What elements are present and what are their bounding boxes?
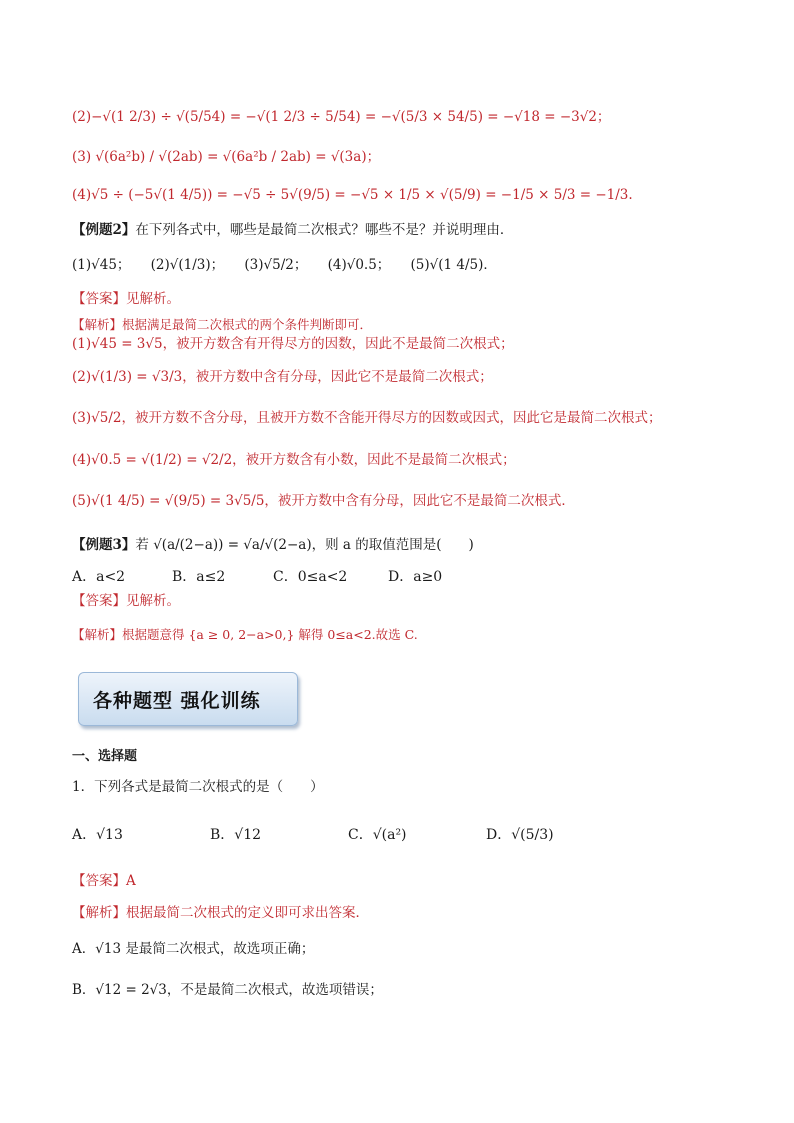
example-3-analysis: 【解析】根据题意得 {a ≥ 0, 2−a>0,} 解得 0≤a<2.故选 C. (72, 627, 418, 642)
example-2-analysis: 【解析】根据满足最简二次根式的两个条件判断即可． (72, 317, 373, 332)
question-1-answer: 【答案】A (72, 873, 136, 889)
example-2-step-2: (2)√(1/3) = √3/3，被开方数中含有分母，因此它不是最简二次根式； (72, 369, 493, 385)
question-1-step-a: A．√13 是最简二次根式，故选项正确； (72, 941, 315, 957)
example-2-step-5: (5)√(1 4/5) = √(9/5) = 3√5/5，被开方数中含有分母，因此它不是最简二次根式． (72, 493, 575, 509)
question-1-option-a: A．√13 (72, 827, 123, 843)
example-3-option-c: C．0≤a<2 (273, 569, 348, 585)
worked-solution-3: (3) √(6a²b) / √(2ab) = √(6a²b / 2ab) = √(3a)； (72, 149, 381, 165)
example-3-label: 【例题3】 (72, 537, 136, 553)
section-banner (78, 672, 298, 726)
example-3-option-b: B．a≤2 (172, 569, 226, 585)
example-3-question (72, 536, 474, 554)
example-2-step-1: (1)√45 = 3√5，被开方数含有开得尽方的因数，因此不是最简二次根式； (72, 336, 514, 352)
example-3-answer: 【答案】见解析。 (72, 593, 180, 609)
example-3-option-d: D．a≥0 (388, 569, 443, 585)
example-3-text: 若 √(a/(2−a)) = √a/√(2−a)，则 a 的取值范围是( ) (135, 537, 474, 553)
question-1-stem: 1．下列各式是最简二次根式的是（ ） (72, 779, 324, 795)
example-2-text: 在下列各式中，哪些是最简二次根式？哪些不是？并说明理由． (135, 222, 514, 238)
worked-solution-2: (2)−√(1 2/3) ÷ √(5/54) = −√(1 2/3 ÷ 5/54) = −√(5/3 × 54/5) = −√18 = −3√2； (72, 109, 611, 125)
question-1-step-b: B．√12 = 2√3，不是最简二次根式，故选项错误； (72, 982, 383, 998)
question-1-option-d: D．√(5/3) (486, 827, 554, 843)
example-2-label: 【例题2】 (72, 222, 136, 238)
section-banner-title: 各种题型 强化训练 (93, 690, 261, 712)
worked-solution-4: (4)√5 ÷ (−5√(1 4/5)) = −√5 ÷ 5√(9/5) = −√5 × 1/5 × √(5/9) = −1/5 × 5/3 = −1/3. (72, 187, 633, 203)
example-2-items: (1)√45； (2)√(1/3)； (3)√5/2； (4)√0.5； (5)√(1 4/5)． (72, 257, 497, 273)
question-1-analysis-text: 【解析】根据最简二次根式的定义即可求出答案． (72, 905, 369, 921)
question-1-option-c: C．√(a²) (348, 827, 407, 843)
question-1-option-b: B．√12 (210, 827, 262, 843)
question-1-analysis (72, 904, 369, 922)
example-3-option-a: A．a<2 (72, 569, 126, 585)
example-2-step-3: (3)√5/2，被开方数不含分母，且被开方数不含能开得尽方的因数或因式，因此它是最简二次根式； (72, 410, 662, 426)
example-2-question (72, 221, 513, 239)
example-2-step-4: (4)√0.5 = √(1/2) = √2/2，被开方数含有小数，因此不是最简二次根式； (72, 452, 516, 468)
example-2-answer: 【答案】见解析。 (72, 291, 180, 307)
section-heading: 一、选择题 (72, 749, 138, 764)
